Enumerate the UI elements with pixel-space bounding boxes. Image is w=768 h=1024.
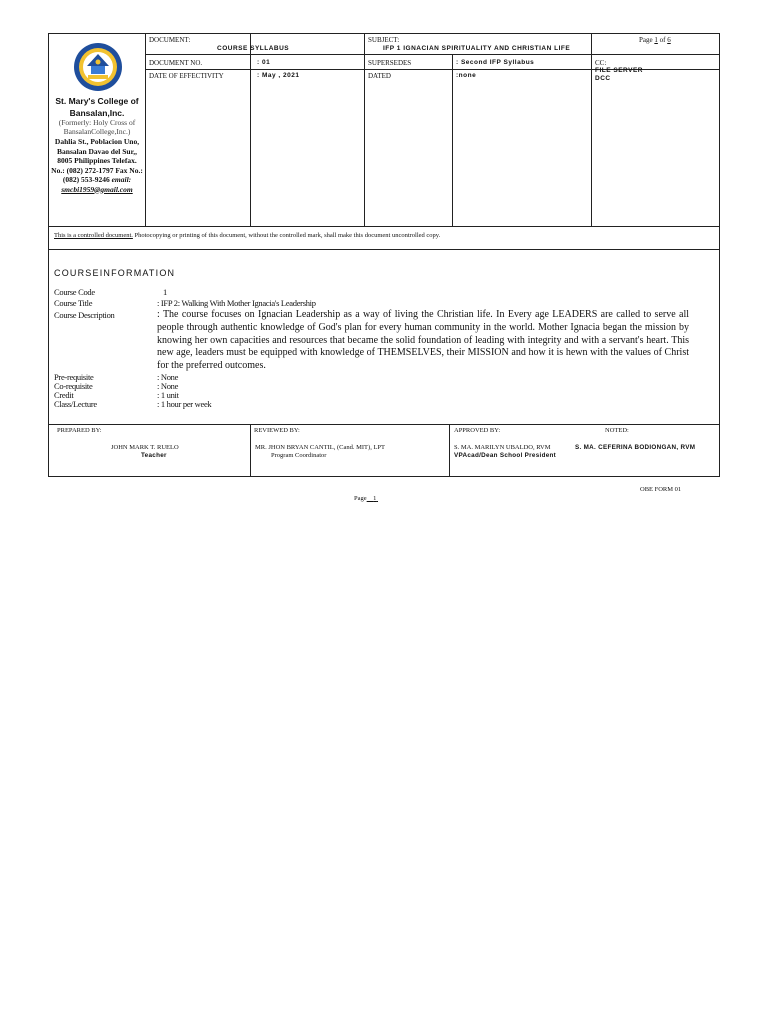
cc-value-dcc: DCC	[595, 75, 611, 82]
cc-value-file-server: FILE SERVER	[595, 67, 644, 74]
divider	[145, 34, 146, 226]
controlled-notice-lead: This is a controlled document.	[54, 232, 133, 239]
divider	[250, 34, 251, 226]
page-footer-value: 1	[373, 495, 377, 502]
divider	[364, 34, 365, 226]
college-address	[51, 137, 143, 194]
obe-form-label: OBE FORM 01	[640, 486, 682, 493]
prepared-by-name: JOHN MARK T. RUELO	[111, 444, 179, 451]
approved-by-name: S. MA. MARILYN UBALDO, RVM	[454, 444, 551, 451]
signature-row	[48, 425, 720, 477]
college-email: smcbi1959@gmail.com	[61, 184, 133, 194]
divider	[591, 34, 592, 226]
noted-by-name: S. MA. CEFERINA BODIONGAN, RVM	[575, 444, 696, 451]
reviewed-by-name: MR. JHON BRYAN CANTIL, (Cand. MIT), LPT	[255, 444, 385, 451]
document-label: DOCUMENT:	[149, 36, 191, 44]
divider	[145, 54, 720, 55]
page-total: 6	[667, 36, 671, 44]
controlled-notice-row	[48, 227, 720, 250]
prerequisite-value: : None	[157, 372, 179, 382]
college-address-text: Dahlia St., Poblacion Uno, Bansalan Davao del Sur,, 8005 Philippines Telefax. No.: (082) 272-1797 Fax No.: (082) 553-9246	[51, 137, 143, 184]
document-no-label: DOCUMENT NO.	[149, 59, 203, 67]
page-prefix: Page	[639, 36, 653, 44]
course-description-label: Course Description	[54, 310, 115, 320]
page-of: of	[659, 36, 666, 44]
page-number: 1	[654, 36, 658, 44]
prerequisite-label: Pre-requisite	[54, 372, 94, 382]
dated-value: :none	[456, 72, 477, 79]
dated-label: DATED	[368, 72, 391, 80]
prepared-by-label: PREPARED BY:	[57, 427, 102, 434]
controlled-notice-text: Photocopying or printing of this document, without the controlled mark, shall make this document uncontrolled copy.	[132, 232, 441, 239]
effectivity-label: DATE OF EFFECTIVITY	[149, 72, 224, 80]
course-information-section	[48, 250, 720, 425]
course-title-label: Course Title	[54, 298, 93, 308]
supersedes-value: : Second IFP Syllabus	[456, 59, 535, 66]
cc-label: CC:	[595, 59, 607, 67]
course-description-value: : The course focuses on Ignacian Leadership as a way of living the Christian life. In Every age LEADERS are called to serve all people through authentic knowledge of God's plan for every human community in the world. Mother Ignacia began the mission by knowing her own capacities and resources that became the solid foundation of leading with integrity and with a servant's heart. This new age, leaders must be equipped with knowledge of THEMSELVES, their MISSION and how it is hewn with the values of Christ for the preferred outcomes.	[157, 309, 689, 372]
supersedes-label: SUPERSEDES	[368, 59, 412, 67]
controlled-notice	[54, 232, 440, 240]
approved-by-role: VPAcad/Dean School President	[454, 452, 557, 459]
prepared-by-role: Teacher	[141, 452, 167, 459]
college-name: St. Mary's College of Bansalan,Inc.	[55, 96, 139, 118]
course-code-label: Course Code	[54, 287, 95, 297]
course-information-heading: COURSEINFORMATION	[54, 268, 176, 278]
page-footer	[354, 495, 378, 502]
subject-label: SUBJECT:	[368, 36, 400, 44]
course-title-value: : IFP 2: Walking With Mother Ignacia's Leadership	[157, 298, 316, 308]
reviewed-by-role: Program Coordinator	[271, 452, 327, 459]
document-value: COURSE SYLLABUS	[217, 45, 290, 52]
reviewed-by-label: REVIEWED BY:	[254, 427, 300, 434]
corequisite-label: Co-requisite	[54, 381, 93, 391]
corequisite-value: : None	[157, 381, 179, 391]
divider	[449, 425, 450, 476]
credit-value: : 1 unit	[157, 390, 179, 400]
college-info-cell	[49, 34, 145, 226]
page-footer-label: Page	[354, 495, 367, 502]
class-lecture-label: Class/Lecture	[54, 399, 97, 409]
effectivity-value: : May , 2021	[257, 72, 300, 79]
subject-value: IFP 1 IGNACIAN SPIRITUALITY AND CHRISTIAN LIFE	[383, 45, 571, 52]
college-email-label: email:	[111, 175, 132, 184]
divider	[250, 425, 251, 476]
approved-by-label: APPROVED BY:	[454, 427, 501, 434]
course-code-value: 1	[163, 287, 167, 297]
page-footer-number	[367, 495, 378, 502]
college-former-name: (Formerly: Holy Cross of BansalanCollege,Inc.)	[58, 118, 136, 136]
college-seal-logo	[73, 42, 123, 92]
document-header-table	[48, 33, 720, 227]
noted-label: NOTED:	[605, 427, 629, 434]
page-indicator	[639, 36, 671, 44]
document-no-value: : 01	[257, 59, 271, 66]
class-lecture-value: : 1 hour per week	[157, 399, 212, 409]
credit-label: Credit	[54, 390, 74, 400]
divider	[452, 54, 453, 226]
